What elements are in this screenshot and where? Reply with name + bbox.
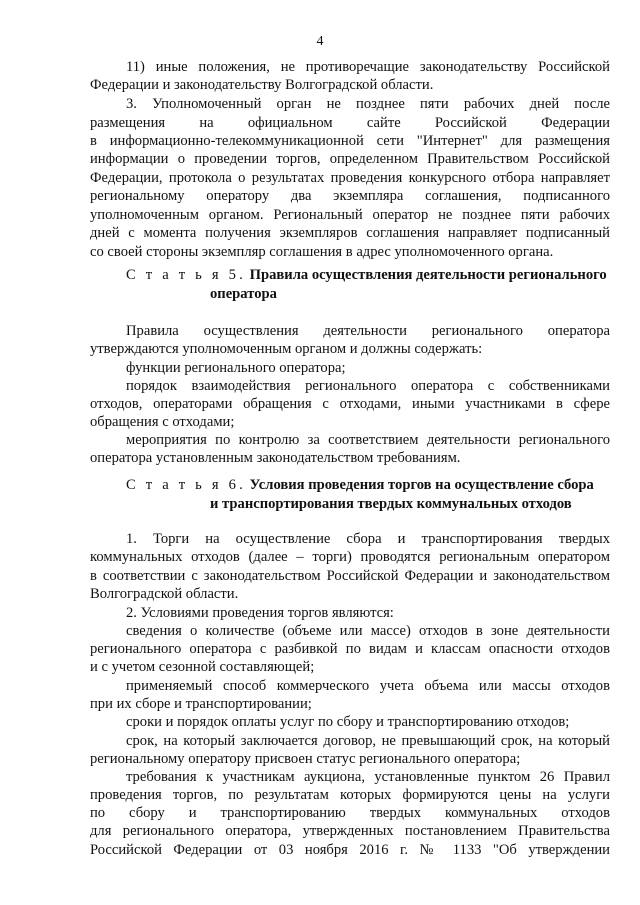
- page-number: 4: [316, 34, 324, 49]
- text-line: при их сборе и транспортировании;: [90, 696, 312, 712]
- text-line: проведения торгов, по результатам которых формируются цены на услуги: [90, 787, 610, 803]
- text-line: 11) иные положения, не противоречащие законодательству Российской: [126, 59, 610, 75]
- text-line: применяемый способ коммерческого учета объема или массы отходов: [126, 678, 610, 694]
- text-line: утверждаются уполномоченным органом и должны содержать:: [90, 341, 483, 357]
- text-line: Российской Федерации от 03 ноября 2016 г. № 1133 "Об утверждении: [90, 842, 610, 858]
- text-line: сроки и порядок оплаты услуг по сбору и транспортированию отходов;: [126, 714, 570, 730]
- text-line: в соответствии с законодательством Российской Федерации и законодательством: [90, 568, 610, 584]
- text-line: оператора установленным законодательством требованиям.: [90, 450, 461, 466]
- text-line: информации о проведении торгов, определенном Правительством Российской: [90, 151, 610, 167]
- article-6-title-line-1: Условия проведения торгов на осуществление сбора: [249, 477, 594, 493]
- text-line: требования к участникам аукциона, установленные пунктом 26 Правил: [126, 769, 610, 785]
- text-line: мероприятия по контролю за соответствием деятельности регионального: [126, 432, 610, 448]
- text-line: и с учетом сезонной составляющей;: [90, 659, 315, 675]
- text-line: Волгоградской области.: [90, 586, 239, 602]
- article-5-title-line-2: оператора: [210, 286, 277, 302]
- text-line: размещения на официальном сайте Российской Федерации: [90, 115, 610, 131]
- text-line: региональному оператору присвоен статус регионального оператора;: [90, 751, 521, 767]
- text-line: коммунальных отходов (далее – торги) проводятся региональным оператором: [90, 549, 610, 565]
- text-line: регионального оператора с разбивкой по видам и классам опасности отходов: [90, 641, 610, 657]
- text-line: 3. Уполномоченный орган не позднее пяти рабочих дней после: [126, 96, 610, 112]
- text-line: обращения с отходами;: [90, 414, 235, 430]
- article-5-title-line-1: Правила осуществления деятельности регионального: [249, 267, 607, 283]
- text-line: уполномоченным органом. Региональный оператор не позднее пяти рабочих: [90, 207, 610, 223]
- article-6-title-line-2: и транспортирования твердых коммунальных отходов: [210, 496, 572, 512]
- text-line: функции регионального оператора;: [126, 360, 346, 376]
- text-line: региональному оператору два экземпляра соглашения, подписанного: [90, 188, 610, 204]
- text-line: по сбору и транспортированию твердых коммунальных отходов: [90, 805, 610, 821]
- article-5-prefix: С т а т ь я 5.: [126, 267, 246, 283]
- text-line: в информационно-телекоммуникационной сети "Интернет" для размещения: [90, 133, 610, 149]
- text-line: дней с момента получения экземпляров соглашения направляет подписанный: [90, 225, 610, 241]
- article-5-heading: [126, 267, 610, 284]
- text-line: порядок взаимодействия регионального оператора с собственниками: [126, 378, 610, 394]
- text-line: Федерации, протокола о результатах проведения конкурсного отбора направляет: [90, 170, 610, 186]
- text-line: со своей стороны экземпляр соглашения в адрес уполномоченного органа.: [90, 244, 554, 260]
- text-line: 1. Торги на осуществление сбора и транспортирования твердых: [126, 531, 610, 547]
- text-line: срок, на который заключается договор, не превышающий срок, на который: [126, 733, 610, 749]
- text-line: отходов, операторами обращения с отходами, иными участниками в сфере: [90, 396, 610, 412]
- text-line: 2. Условиями проведения торгов являются:: [126, 605, 394, 621]
- text-line: сведения о количестве (объеме или массе) отходов в зоне деятельности: [126, 623, 610, 639]
- text-line: Правила осуществления деятельности регионального оператора: [126, 323, 610, 339]
- article-6-heading: [126, 477, 610, 494]
- text-line: Федерации и законодательству Волгоградской области.: [90, 77, 434, 93]
- article-6-prefix: С т а т ь я 6.: [126, 477, 246, 493]
- text-line: для регионального оператора, утвержденных постановлением Правительства: [90, 823, 610, 839]
